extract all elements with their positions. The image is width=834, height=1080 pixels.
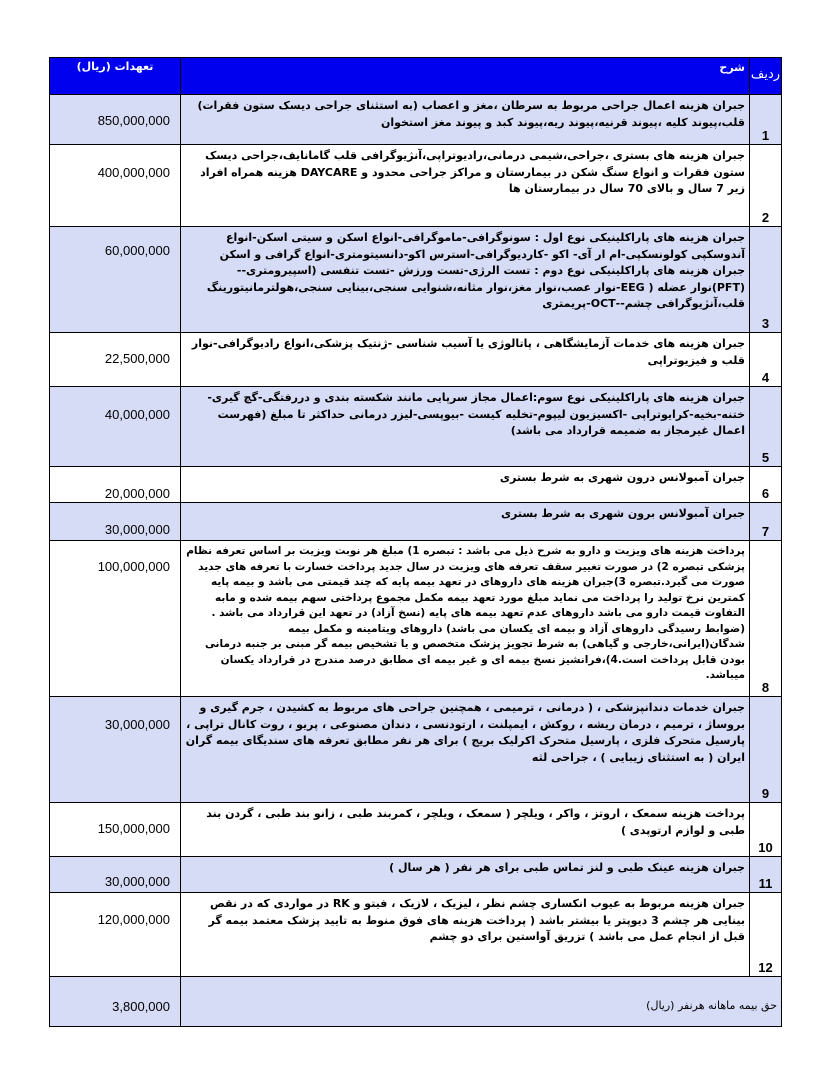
row-amount: 30,000,000 (50, 857, 181, 893)
row-amount: 60,000,000 (50, 227, 181, 333)
table-row (50, 145, 782, 227)
table-row (50, 387, 782, 467)
row-index: 10 (750, 803, 782, 857)
row-description: جبران هزینه عینک طبی و لنز تماس طبی برای هر نفر ( هر سال ) (181, 857, 750, 893)
table-row (50, 467, 782, 503)
row-description: جبران هزینه های خدمات آزمایشگاهی ، پاتالوژی یا آسیب شناسی -ژنتیک پزشکی،انواع رادیوگرافی-نوار قلب و فیزیوتراپی (181, 333, 750, 387)
table-row (50, 333, 782, 387)
row-amount: 850,000,000 (50, 95, 181, 145)
row-amount: 400,000,000 (50, 145, 181, 227)
row-description: جبران هزینه اعمال جراحی مربوط به سرطان ،مغز و اعصاب (به استثنای جراحی دیسک ستون فقرات) قلب،پیوند کلیه ،پیوند قرنیه،پیوند ریه،پیوند کبد و پیوند مغز استخوان (181, 95, 750, 145)
row-description: جبران خدمات دندانپزشکی ، ( درمانی ، ترمیمی ، همچنین جراحی های مربوط به کشیدن ، جرم گیری و بروساژ ، ترمیم ، درمان ریشه ، روکش ، ایمپلنت ، ارتودنسی ، دندان مصنوعی ، پریو ، روت کانال تراپی ، پارسیل متحرک فلزی ، پارسیل متحرک اکرلیک بریج ) برای هر نفر مطابق تعرفه های سندیگای بیمه گران ایران ( به استثنای زیبایی ) ، جراحی لثه (181, 697, 750, 803)
row-index: 7 (750, 503, 782, 541)
table-row (50, 227, 782, 333)
coverage-table (49, 57, 782, 1027)
table-row (50, 803, 782, 857)
row-index: 6 (750, 467, 782, 503)
row-amount: 30,000,000 (50, 697, 181, 803)
row-index: 1 (750, 95, 782, 145)
row-amount: 120,000,000 (50, 893, 181, 977)
row-index: 8 (750, 541, 782, 697)
row-index: 5 (750, 387, 782, 467)
row-amount: 20,000,000 (50, 467, 181, 503)
table-row (50, 697, 782, 803)
row-description: جبران هزینه های بستری ،جراحی،شیمی درمانی،رادیوتراپی،آنژیوگرافی قلب گامانایف،جراحی دیسک ستون فقرات و انواع سنگ شکن در بیمارستان و مراکز جراحی محدود و DAYCARE هزینه همراه افراد زیر 7 سال و بالای 70 سال در بیمارستان ها (181, 145, 750, 227)
row-description: جبران هزینه مربوط به عیوب انکساری چشم نظر ، لیزیک ، لازیک ، فیتو و RK در مواردی که در نقص بینایی هر چشم 3 دیوپتر یا بیشتر باشد ( پرداخت هزینه های فوق منوط به تایید پزشک معتمد بیمه گر قبل از انجام عمل می باشد ) تزریق آواستین برای دو چشم (181, 893, 750, 977)
row-amount: 40,000,000 (50, 387, 181, 467)
row-amount: 100,000,000 (50, 541, 181, 697)
row-description: پرداخت هزینه های ویزیت و دارو به شرح ذیل می باشد : تبصره 1) مبلغ هر نوبت ویزیت بر اساس تعرفه نظام پزشکی تبصره 2) در صورت تغییر سقف تعرفه های ویزیت در سال جدید پرداخت خسارت با تعرفه های جدید صورت می گیرد.تبصره 3)جبران هزینه های داروهای در تعهد بیمه پایه که چند قیمتی می باشد و بیمه پایه کمترین نرخ تولید را پرداخت می نماید مبلغ مورد تعهد بیمه مکمل مجموع پرداختی سهم بیمه شده و مابه التفاوت قیمت دارو می باشد داروهای عدم تعهد بیمه های پایه (نسخ آزاد) در تعهد این قرارداد می باشد .(ضوابط رسیدگی داروهای آزاد و بیمه ای یکسان می باشد) داروهای ویتامینه و مکمل بیمه شدگان(ایرانی،خارجی و گیاهی) به شرط تجویز پزشک متخصص و یا تشخیص بیمه گر مبنی بر جنبه درمانی بودن قابل پرداخت است.4)،فرانشیز نسخ بیمه ای و غیر بیمه ای مطابق درصد مندرج در قرارداد یکسان میباشد. (181, 541, 750, 697)
row-description: جبران هزینه های پاراکلینیکی نوع سوم:اعمال مجاز سرپایی مانند شکسته بندی و دررفتگی-گچ گیری-ختنه-بخیه-کرایوتراپی -اکسیزیون لیپوم-تخلیه کیست -بیوپسی-لیزر درمانی حداکثر تا مبلغ (فهرست اعمال غیرمجاز به ضمیمه قرارداد می باشد) (181, 387, 750, 467)
row-index: 11 (750, 857, 782, 893)
row-amount: 150,000,000 (50, 803, 181, 857)
premium-amount: 3,800,000 (50, 977, 181, 1027)
table-row (50, 503, 782, 541)
row-description: جبران آمبولانس برون شهری به شرط بستری (181, 503, 750, 541)
footer-row (50, 977, 782, 1027)
row-amount: 22,500,000 (50, 333, 181, 387)
table-row (50, 857, 782, 893)
row-index: 4 (750, 333, 782, 387)
row-description: جبران هزینه های پاراکلینیکی نوع اول : سونوگرافی-ماموگرافی-انواع اسکن و سیتی اسکن-انواع آندوسکپی کولونسکپی-ام ار آی- اکو -کاردیوگرافی-استرس اکو-دانسیتومتری-انواع گرافی و اسکن جبران هزینه های پاراکلینیکی نوع دوم : تست الرژی-تست ورزش -تست تنفسی (اسپیرومتری--(PFT)نوار عضله ( EEG-نوار عصب،نوار مغز،نوار مثانه،شنوایی سنجی،بینایی سنجی،هولترمانیتورینگ قلب،آنژیوگرافی چشم--OCT-پریمتری (181, 227, 750, 333)
table-row (50, 893, 782, 977)
row-amount: 30,000,000 (50, 503, 181, 541)
header-index: ردیف (750, 58, 782, 95)
row-description: پرداخت هزینه سمعک ، اروتز ، واکر ، ویلچر ( سمعک ، ویلچر ، کمربند طبی ، زانو بند طبی ، گردن بند طبی و لوازم ارتوپدی ) (181, 803, 750, 857)
row-index: 3 (750, 227, 782, 333)
premium-label: حق بیمه ماهانه هرنفر (ریال) (181, 977, 782, 1027)
table-row (50, 95, 782, 145)
header-description: شرح (181, 58, 750, 95)
table-header-row (50, 58, 782, 95)
row-index: 2 (750, 145, 782, 227)
row-index: 9 (750, 697, 782, 803)
header-amount: تعهدات (ریال) (50, 58, 181, 95)
row-index: 12 (750, 893, 782, 977)
table-row (50, 541, 782, 697)
row-description: جبران آمبولانس درون شهری به شرط بستری (181, 467, 750, 503)
